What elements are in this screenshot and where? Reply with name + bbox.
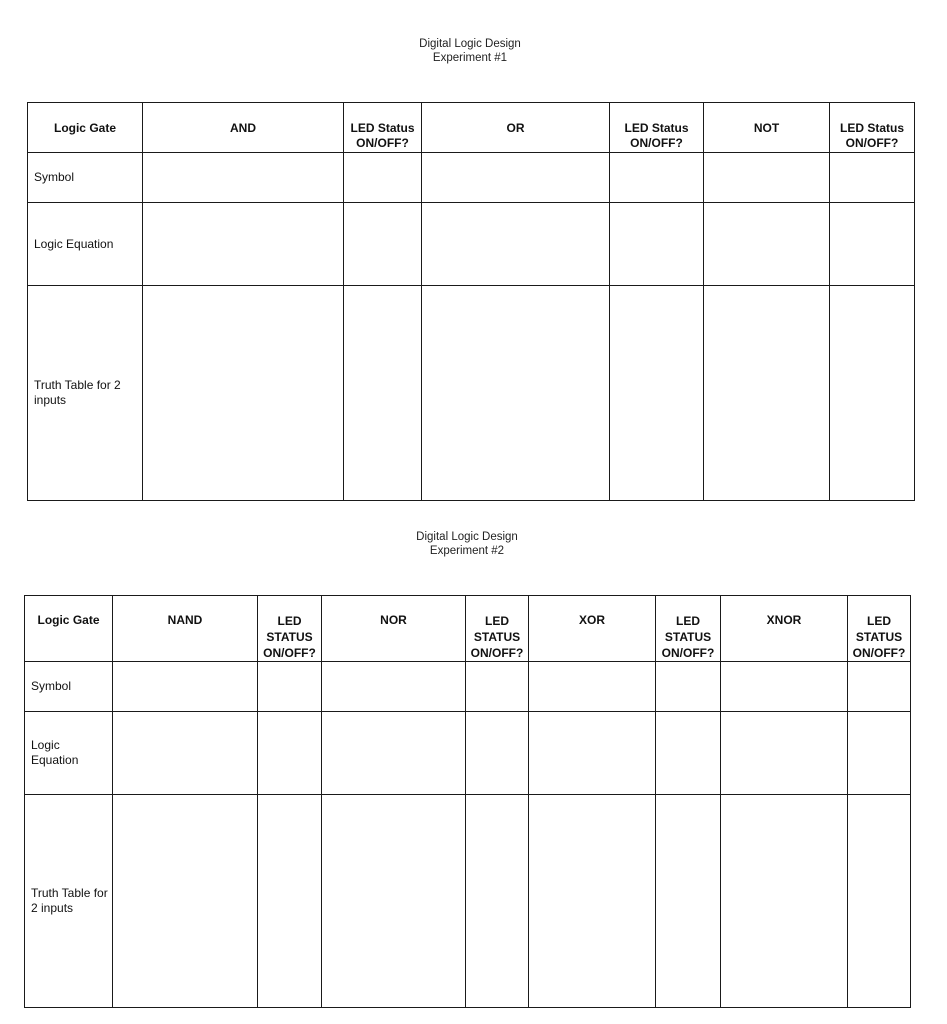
truth-table-label: Truth Table for 2 inputs <box>28 286 143 501</box>
nand-truth-table-led-cell[interactable] <box>258 795 322 1008</box>
xnor-truth-table-cell[interactable] <box>721 795 848 1008</box>
not-truth-table-led-cell[interactable] <box>830 286 915 501</box>
experiment-1-title-line2: Experiment #1 <box>432 52 508 64</box>
nor-symbol-led-cell[interactable] <box>466 662 529 712</box>
not-symbol-cell[interactable] <box>704 153 830 203</box>
and-truth-table-cell[interactable] <box>143 286 344 501</box>
header-not: NOT <box>704 103 830 153</box>
header-led-status-and: LED Status ON/OFF? <box>344 103 422 153</box>
symbol-label: Symbol <box>28 153 143 203</box>
truth-table-label: Truth Table for 2 inputs <box>25 795 113 1008</box>
not-equation-led-cell[interactable] <box>830 203 915 286</box>
not-equation-cell[interactable] <box>704 203 830 286</box>
nor-equation-cell[interactable] <box>322 712 466 795</box>
logic-equation-row <box>25 712 911 795</box>
experiment-1-title-line1: Digital Logic Design <box>419 38 521 50</box>
logic-equation-label: Logic Equation <box>28 203 143 286</box>
nand-truth-table-cell[interactable] <box>113 795 258 1008</box>
header-and: AND <box>143 103 344 153</box>
header-led-status-nand: LED STATUS ON/OFF? <box>258 596 322 662</box>
xnor-symbol-led-cell[interactable] <box>848 662 911 712</box>
experiment-1-title <box>370 37 570 65</box>
or-symbol-cell[interactable] <box>422 153 610 203</box>
header-row <box>28 103 915 153</box>
and-equation-cell[interactable] <box>143 203 344 286</box>
xnor-truth-table-led-cell[interactable] <box>848 795 911 1008</box>
xnor-equation-cell[interactable] <box>721 712 848 795</box>
experiment-2-table <box>24 595 911 1008</box>
xor-truth-table-cell[interactable] <box>529 795 656 1008</box>
logic-equation-label: Logic Equation <box>25 712 113 795</box>
header-led-status-not: LED Status ON/OFF? <box>830 103 915 153</box>
xor-equation-led-cell[interactable] <box>656 712 721 795</box>
header-or: OR <box>422 103 610 153</box>
and-truth-table-led-cell[interactable] <box>344 286 422 501</box>
logic-equation-row <box>28 203 915 286</box>
xnor-symbol-cell[interactable] <box>721 662 848 712</box>
nor-truth-table-led-cell[interactable] <box>466 795 529 1008</box>
symbol-label: Symbol <box>25 662 113 712</box>
header-led-status-xor: LED STATUS ON/OFF? <box>656 596 721 662</box>
truth-table-row <box>28 286 915 501</box>
header-logic-gate: Logic Gate <box>25 596 113 662</box>
or-truth-table-cell[interactable] <box>422 286 610 501</box>
nor-truth-table-cell[interactable] <box>322 795 466 1008</box>
header-led-status-or: LED Status ON/OFF? <box>610 103 704 153</box>
or-equation-led-cell[interactable] <box>610 203 704 286</box>
nand-equation-cell[interactable] <box>113 712 258 795</box>
nand-equation-led-cell[interactable] <box>258 712 322 795</box>
header-nor: NOR <box>322 596 466 662</box>
or-equation-cell[interactable] <box>422 203 610 286</box>
symbol-row <box>28 153 915 203</box>
nand-symbol-led-cell[interactable] <box>258 662 322 712</box>
and-equation-led-cell[interactable] <box>344 203 422 286</box>
not-symbol-led-cell[interactable] <box>830 153 915 203</box>
and-symbol-led-cell[interactable] <box>344 153 422 203</box>
or-symbol-led-cell[interactable] <box>610 153 704 203</box>
header-led-status-nor: LED STATUS ON/OFF? <box>466 596 529 662</box>
nor-symbol-cell[interactable] <box>322 662 466 712</box>
and-symbol-cell[interactable] <box>143 153 344 203</box>
header-xnor: XNOR <box>721 596 848 662</box>
experiment-2-title <box>367 530 567 558</box>
or-truth-table-led-cell[interactable] <box>610 286 704 501</box>
header-row <box>25 596 911 662</box>
experiment-2-title-line2: Experiment #2 <box>429 545 505 557</box>
nand-symbol-cell[interactable] <box>113 662 258 712</box>
xor-truth-table-led-cell[interactable] <box>656 795 721 1008</box>
header-nand: NAND <box>113 596 258 662</box>
nor-equation-led-cell[interactable] <box>466 712 529 795</box>
header-led-status-xnor: LED STATUS ON/OFF? <box>848 596 911 662</box>
experiment-2-title-line1: Digital Logic Design <box>416 531 518 543</box>
xnor-equation-led-cell[interactable] <box>848 712 911 795</box>
symbol-row <box>25 662 911 712</box>
header-logic-gate: Logic Gate <box>28 103 143 153</box>
experiment-1-table <box>27 102 915 501</box>
xor-equation-cell[interactable] <box>529 712 656 795</box>
header-xor: XOR <box>529 596 656 662</box>
xor-symbol-led-cell[interactable] <box>656 662 721 712</box>
not-truth-table-cell[interactable] <box>704 286 830 501</box>
xor-symbol-cell[interactable] <box>529 662 656 712</box>
truth-table-row <box>25 795 911 1008</box>
